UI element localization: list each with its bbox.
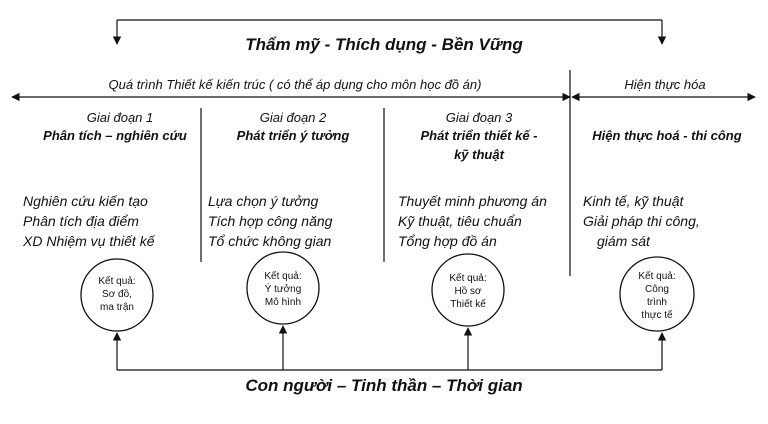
task: Tổ chức không gian: [208, 233, 332, 249]
task: Kinh tế, kỹ thuật: [583, 193, 684, 209]
task: Tổng hợp đồ án: [398, 233, 497, 249]
bottom-connector: [117, 326, 662, 370]
stage-2-result: Kết quả: Ý tưởng Mô hình: [264, 271, 302, 308]
task: giám sát: [597, 233, 650, 249]
stage-3-result: Kết quả: Hồ sơ Thiết kế: [449, 273, 487, 310]
task: XD Nhiệm vụ thiết kế: [23, 233, 155, 249]
stage-3-tasks: [398, 191, 547, 251]
stage-1-result: Kết quả: Sơ đồ, ma trận: [98, 276, 136, 313]
process-label: Quá trình Thiết kế kiến trúc ( có thể áp dụng cho môn học đồ án): [108, 77, 482, 92]
task: Kỹ thuật, tiêu chuẩn: [398, 213, 522, 229]
task: Phân tích địa điểm: [23, 213, 139, 229]
task: Nghiên cứu kiến tạo: [23, 193, 148, 209]
task: Lựa chọn ý tưởng: [208, 193, 319, 209]
stage-3-number: Giai đoạn 3: [445, 110, 513, 125]
bottom-title: Con người – Tinh thần – Thời gian: [245, 376, 523, 395]
task: Tích hợp công năng: [208, 213, 333, 229]
stage-2-name: Phát triển ý tưởng: [236, 128, 350, 143]
realization-label: Hiện thực hóa: [624, 77, 706, 92]
stage-4-result: Kết quả: Công trình thực tế: [638, 271, 676, 321]
task: Giải pháp thi công,: [583, 213, 700, 229]
stage-2-tasks: [208, 191, 332, 251]
stage-2-number: Giai đoạn 2: [259, 110, 327, 125]
task: Thuyết minh phương án: [398, 193, 547, 209]
stage-4-tasks: [583, 191, 700, 251]
stage-1-tasks: [23, 191, 155, 251]
stage-4-name: Hiện thực hoá - thi công: [592, 128, 742, 143]
stage-1-name: Phân tích – nghiên cứu: [43, 128, 187, 143]
stage-1-number: Giai đoạn 1: [86, 110, 154, 125]
top-title: Thẩm mỹ - Thích dụng - Bền Vững: [245, 35, 523, 54]
stage-3-name: Phát triển thiết kế - kỹ thuật: [420, 128, 538, 162]
